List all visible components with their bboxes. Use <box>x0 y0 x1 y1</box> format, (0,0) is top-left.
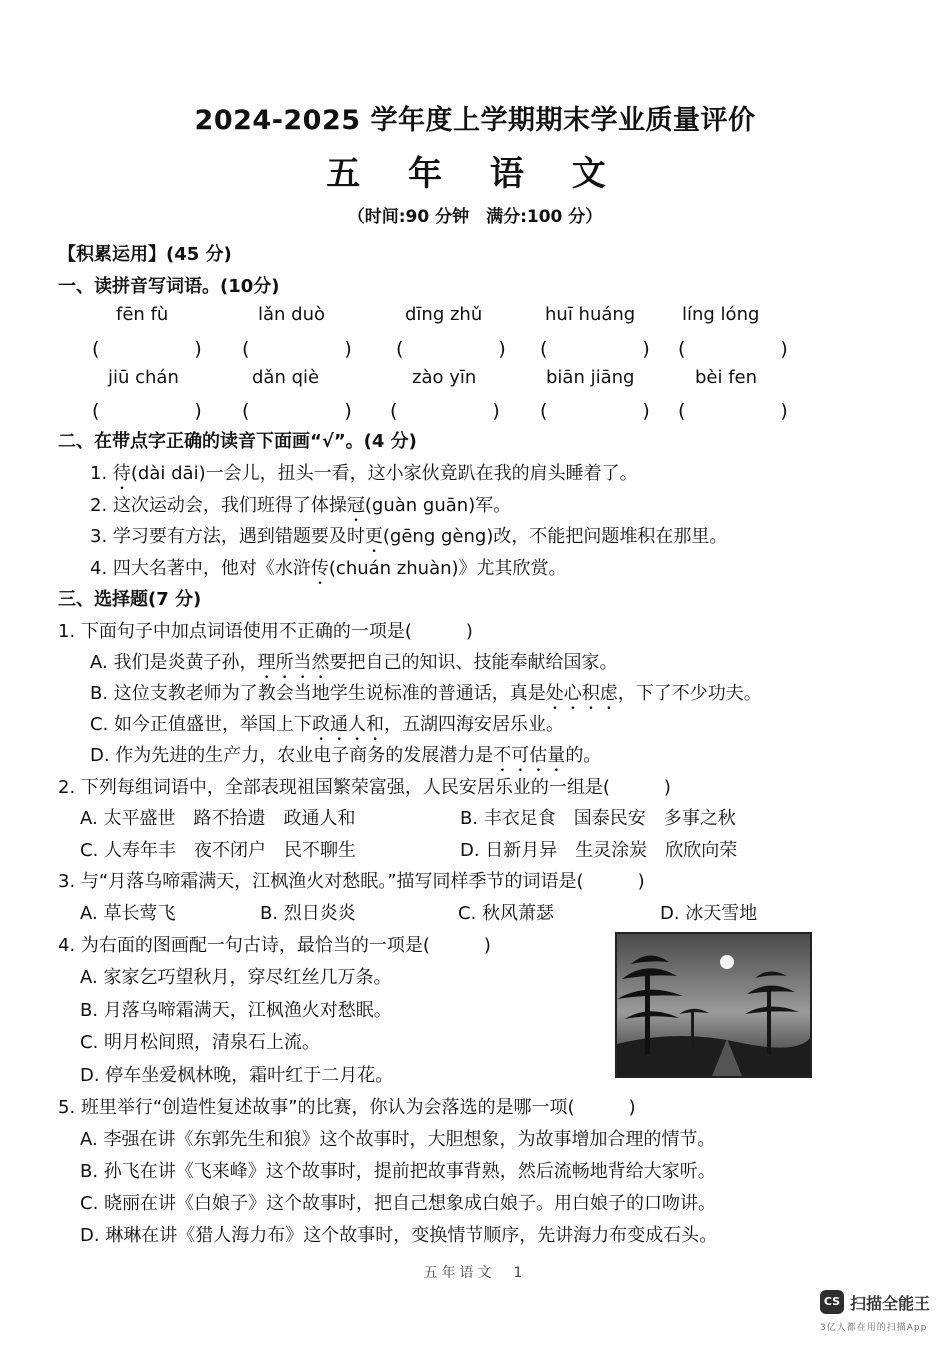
pinyin-6: jiū chán <box>108 367 179 388</box>
pinyin-10: bèi fen <box>695 367 758 388</box>
q3-s2-stem: 2. 下列每组词语中，全部表现祖国繁荣富强，人民安居乐业的一组是( ) <box>58 777 671 798</box>
q3-s5-option-b[interactable]: B. 孙飞在讲《飞来峰》这个故事时，提前把故事背熟，然后流畅地背给大家听。 <box>80 1161 716 1182</box>
q3-s1-option-a[interactable]: A. 我们是炎黄子孙，理所当然要把自己的知识、技能奉献给国家。 <box>90 652 618 673</box>
answer-blank[interactable]: ( ) <box>678 338 788 360</box>
exam-subject: 五 年 语 文 <box>326 154 624 194</box>
answer-blank[interactable]: ( ) <box>92 338 202 360</box>
q3-s4-option-a[interactable]: A. 家家乞巧望秋月，穿尽红丝几万条。 <box>80 967 392 988</box>
q3-s4-option-b[interactable]: B. 月落乌啼霜满天，江枫渔火对愁眠。 <box>80 1000 392 1021</box>
pinyin-1: fēn fù <box>116 304 169 325</box>
q1-title: 一、读拼音写词语。(10分) <box>58 276 280 297</box>
q3-s2-option-d[interactable]: D. 日新月异 生灵涂炭 欣欣向荣 <box>460 840 738 861</box>
answer-blank[interactable]: ( ) <box>540 338 650 360</box>
q3-s5-option-d[interactable]: D. 琳琳在讲《猎人海力布》这个故事时，变换情节顺序，先讲海力布变成石头。 <box>80 1225 718 1246</box>
q3-s1-option-c[interactable]: C. 如今正值盛世，举国上下政通人和，五湖四海安居乐业。 <box>90 714 565 735</box>
q3-s1-option-b[interactable]: B. 这位支教老师为了教会当地学生说标准的普通话，真是处心积虑，下了不少功夫。 <box>90 683 762 704</box>
q3-s5-option-c[interactable]: C. 晓丽在讲《白娘子》这个故事时，把自己想象成白娘子。用白娘子的口吻讲。 <box>80 1193 717 1214</box>
moonlit-pine-illustration <box>617 934 810 1076</box>
q3-s3-option-c[interactable]: C. 秋风萧瑟 <box>458 903 555 924</box>
q2-item-3: 3. 学习要有方法，遇到错题要及时更(gēng gèng)改，不能把问题堆积在那里。 <box>90 526 728 547</box>
q3-s2-option-c[interactable]: C. 人寿年丰 夜不闭户 民不聊生 <box>80 840 357 861</box>
q3-s5-option-a[interactable]: A. 李强在讲《东郭先生和狼》这个故事时，大胆想象，为故事增加合理的情节。 <box>80 1129 716 1150</box>
pinyin-5: líng lóng <box>682 304 760 325</box>
q3-s3-option-a[interactable]: A. 草长莺飞 <box>80 903 176 924</box>
answer-blank[interactable]: ( ) <box>396 338 506 360</box>
pinyin-8: zào yīn <box>412 367 477 388</box>
q2-item-4: 4. 四大名著中，他对《水浒传(chuán zhuàn)》尤其欣赏。 <box>90 558 567 579</box>
pinyin-3: dīng zhǔ <box>405 304 483 325</box>
q3-s4-option-d[interactable]: D. 停车坐爱枫林晚，霜叶红于二月花。 <box>80 1065 394 1086</box>
answer-blank[interactable]: ( ) <box>678 400 788 422</box>
pinyin-2: lǎn duò <box>258 304 326 325</box>
q3-s4-stem: 4. 为右面的图画配一句古诗，最恰当的一项是( ) <box>58 935 491 956</box>
answer-blank[interactable]: ( ) <box>242 400 352 422</box>
q2-title: 二、在带点字正确的读音下面画“√”。(4 分) <box>58 431 417 452</box>
q3-s5-stem: 5. 班里举行“创造性复述故事”的比赛，你认为会落选的是哪一项( ) <box>58 1097 636 1118</box>
pinyin-4: huī huáng <box>545 304 636 325</box>
moonlit-pine-picture <box>615 932 812 1078</box>
watermark-name: 扫描全能王 <box>850 1294 931 1313</box>
q3-s1-option-d[interactable]: D. 作为先进的生产力，农业电子商务的发展潜力是不可估量的。 <box>90 745 602 766</box>
watermark-slogan: 3亿人都在用的扫描App <box>820 1323 928 1333</box>
q3-s1-stem: 1. 下面句子中加点词语使用不正确的一项是( ) <box>58 621 473 642</box>
time-info: （时间:90 分钟 满分:100 分） <box>347 207 603 227</box>
q3-s3-stem: 3. 与“月落乌啼霜满天，江枫渔火对愁眠。”描写同样季节的词语是( ) <box>58 871 645 892</box>
answer-blank[interactable]: ( ) <box>390 400 500 422</box>
q3-s3-option-d[interactable]: D. 冰天雪地 <box>660 903 758 924</box>
camscanner-logo-icon: CS <box>820 1290 844 1314</box>
q3-s3-option-b[interactable]: B. 烈日炎炎 <box>260 903 356 924</box>
answer-blank[interactable]: ( ) <box>92 400 202 422</box>
q3-s4-option-c[interactable]: C. 明月松间照，清泉石上流。 <box>80 1032 321 1053</box>
page-footer: 五年语文 1 <box>423 1265 527 1281</box>
q2-item-1: 1. 待(dài dāi)一会儿，扭头一看，这小家伙竟趴在我的肩头睡着了。 <box>90 463 638 484</box>
pinyin-9: biān jiāng <box>546 367 635 388</box>
part-label: 【积累运用】(45 分) <box>58 244 232 265</box>
q3-s2-option-b[interactable]: B. 丰衣足食 国泰民安 多事之秋 <box>460 808 736 829</box>
q2-item-2: 2. 这次运动会，我们班得了体操冠(guàn guān)军。 <box>90 495 512 516</box>
answer-blank[interactable]: ( ) <box>242 338 352 360</box>
pinyin-7: dǎn qiè <box>252 367 320 388</box>
answer-blank[interactable]: ( ) <box>540 400 650 422</box>
exam-title: 2024-2025 学年度上学期期末学业质量评价 <box>194 105 756 136</box>
q3-s2-option-a[interactable]: A. 太平盛世 路不拾遗 政通人和 <box>80 808 356 829</box>
q3-title: 三、选择题(7 分) <box>58 589 202 610</box>
